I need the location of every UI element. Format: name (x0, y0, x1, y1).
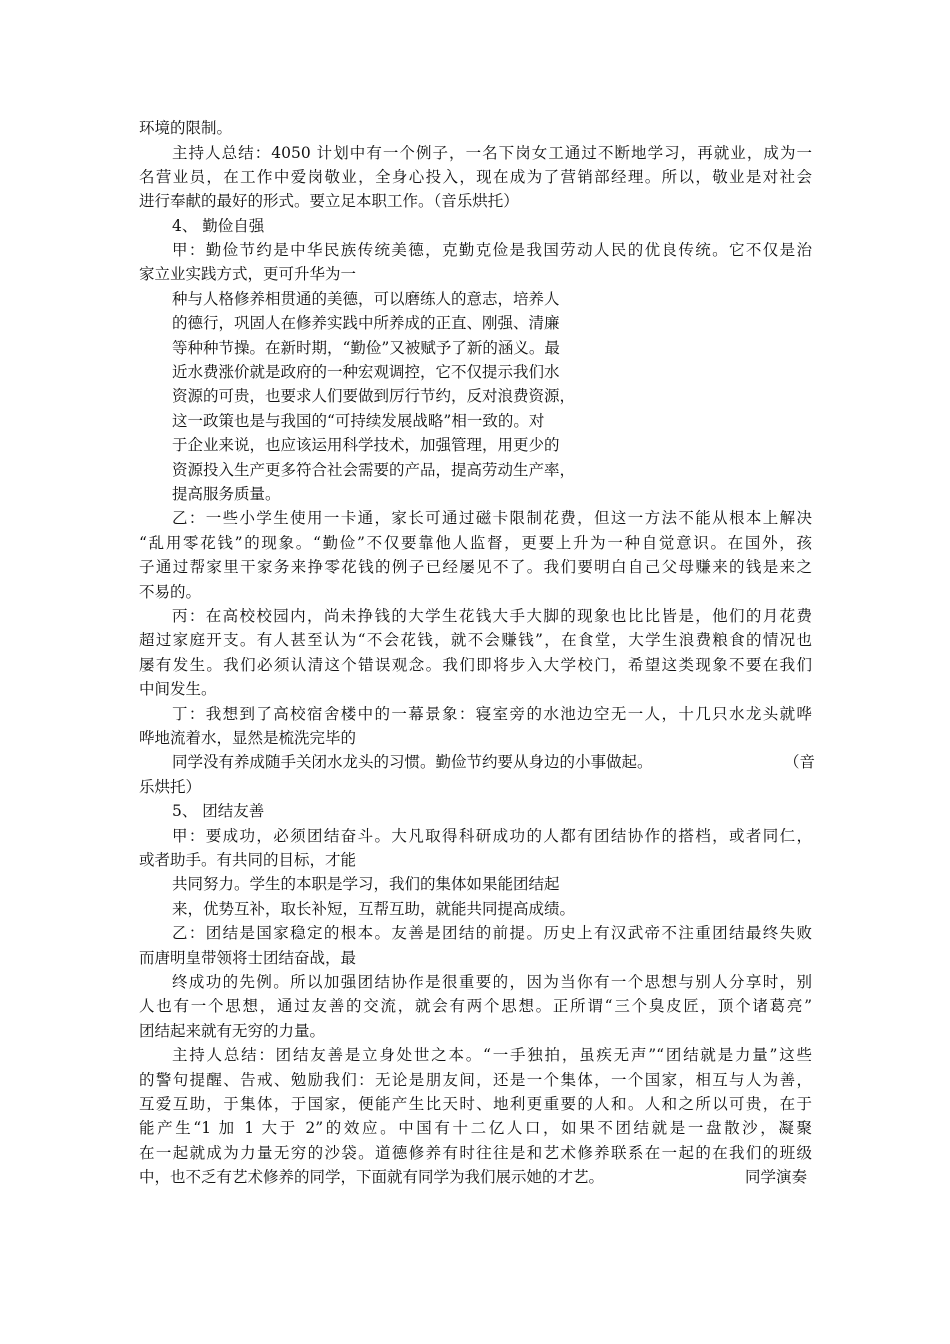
paragraph-line: 近水费涨价就是政府的一种宏观调控，它不仅提示我们水 (172, 363, 560, 381)
paragraph-line: 资源投入生产更多符合社会需要的产品，提高劳动生产率， (172, 461, 576, 479)
paragraph-line: 不易的。 (139, 583, 202, 601)
paragraph-line: 甲：要成功，必须团结奋斗。大凡取得科研成功的人都有团结协作的搭档，或者同仁， (172, 827, 812, 845)
paragraph-line: “乱用零花钱”的现象。“勤俭”不仅要靠他人监督，更要上升为一种自觉意识。在国外，孩 (139, 534, 812, 552)
paragraph-line: 来，优势互补，取长补短，互帮互助，就能共同提高成绩。 (172, 900, 576, 918)
paragraph-line: 进行奉献的最好的形式。要立足本职工作。（音乐烘托） (139, 192, 519, 210)
paragraph-line: 乙：一些小学生使用一卡通，家长可通过磁卡限制花费，但这一方法不能从根本上解决 (172, 509, 812, 527)
paragraph-line: 丁：我想到了高校宿舍楼中的一幕景象：寝室旁的水池边空无一人，十几只水龙头就哗 (172, 705, 812, 723)
text-line: 环境的限制。 (139, 119, 233, 137)
paragraph-line: 名营业员，在工作中爱岗敬业，全身心投入，现在成为了营销部经理。所以，敬业是对社会 (139, 168, 812, 186)
paragraph-line: 互爱互助，于集体，于国家，便能产生比天时、地利更重要的人和。人和之所以可贵，在于 (139, 1095, 812, 1113)
paragraph-line: 乙：团结是国家稳定的根本。友善是团结的前提。历史上有汉武帝不注重团结最终失败 (172, 924, 812, 942)
paragraph-line: 种与人格修养相贯通的美德，可以磨练人的意志，培养人 (172, 290, 560, 308)
paragraph-line: 团结起来就有无穷的力量。 (139, 1022, 326, 1040)
paragraph-line: 等种种节操。在新时期，“勤俭”又被赋予了新的涵义。最 (172, 339, 560, 357)
paragraph-line: 主持人总结：团结友善是立身处世之本。“一手独拍，虽疾无声”“团结就是力量”这些 (172, 1046, 812, 1064)
paragraph-line: 资源的可贵，也要求人们要做到厉行节约，反对浪费资源， (172, 387, 576, 405)
paragraph-line: 中，也不乏有艺术修养的同学，下面就有同学为我们展示她的才艺。 (139, 1168, 605, 1186)
paragraph-line: 主持人总结：4050 计划中有一个例子，一名下岗女工通过不断地学习，再就业，成为一 (172, 144, 812, 162)
paragraph-line: 而唐明皇带领将士团结奋战，最 (139, 949, 357, 967)
paragraph-line: 或者助手。有共同的目标，才能 (139, 851, 357, 869)
section-heading: 4、 勤俭自强 (172, 217, 265, 235)
paragraph-line: 于企业来说，也应该运用科学技术，加强管理，用更少的 (172, 436, 560, 454)
paragraph-line: 在一起就成为力量无穷的沙袋。道德修养有时往往是和艺术修养联系在一起的在我们的班级 (139, 1144, 812, 1162)
performance-note: 同学演奏 (745, 1168, 808, 1186)
paragraph-line: 甲：勤俭节约是中华民族传统美德，克勤克俭是我国劳动人民的优良传统。它不仅是治 (172, 241, 812, 259)
music-note: （音 (784, 753, 816, 771)
paragraph-line: 超过家庭开支。有人甚至认为“不会花钱，就不会赚钱”，在食堂，大学生浪费粮食的情况也 (139, 631, 812, 649)
paragraph-line: 人也有一个思想，通过友善的交流，就会有两个思想。正所谓“三个臭皮匠，顶个诸葛亮” (139, 997, 812, 1015)
paragraph-line: 共同努力。学生的本职是学习，我们的集体如果能团结起 (172, 875, 560, 893)
paragraph-line: 丙：在高校校园内，尚未挣钱的大学生花钱大手大脚的现象也比比皆是，他们的月花费 (172, 607, 812, 625)
paragraph-line: 提高服务质量。 (172, 485, 281, 503)
paragraph-line: 能产生“1 加 1 大于 2”的效应。中国有十二亿人口，如果不团结就是一盘散沙，凝聚 (139, 1119, 812, 1137)
paragraph-line: 哗地流着水，显然是梳洗完毕的 (139, 729, 357, 747)
paragraph-line: 同学没有养成随手关闭水龙头的习惯。勤俭节约要从身边的小事做起。 (172, 753, 653, 771)
paragraph-line: 子通过帮家里干家务来挣零花钱的例子已经屡见不了。我们要明白自己父母赚来的钱是来之 (139, 558, 812, 576)
paragraph-line: 乐烘托） (139, 778, 202, 796)
paragraph-line: 的警句提醒、告戒、勉励我们：无论是朋友间，还是一个集体，一个国家，相互与人为善， (139, 1071, 812, 1089)
paragraph-line: 家立业实践方式，更可升华为一 (139, 265, 357, 283)
section-heading: 5、 团结友善 (172, 802, 265, 820)
paragraph-line: 屡有发生。我们必须认清这个错误观念。我们即将步入大学校门，希望这类现象不要在我们 (139, 656, 812, 674)
paragraph-line: 的德行，巩固人在修养实践中所养成的正直、刚强、清廉 (172, 314, 560, 332)
paragraph-line: 终成功的先例。所以加强团结协作是很重要的，因为当你有一个思想与别人分享时，别 (172, 973, 812, 991)
paragraph-line: 中间发生。 (139, 680, 217, 698)
paragraph-line: 这一政策也是与我国的“可持续发展战略”相一致的。对 (172, 412, 545, 430)
